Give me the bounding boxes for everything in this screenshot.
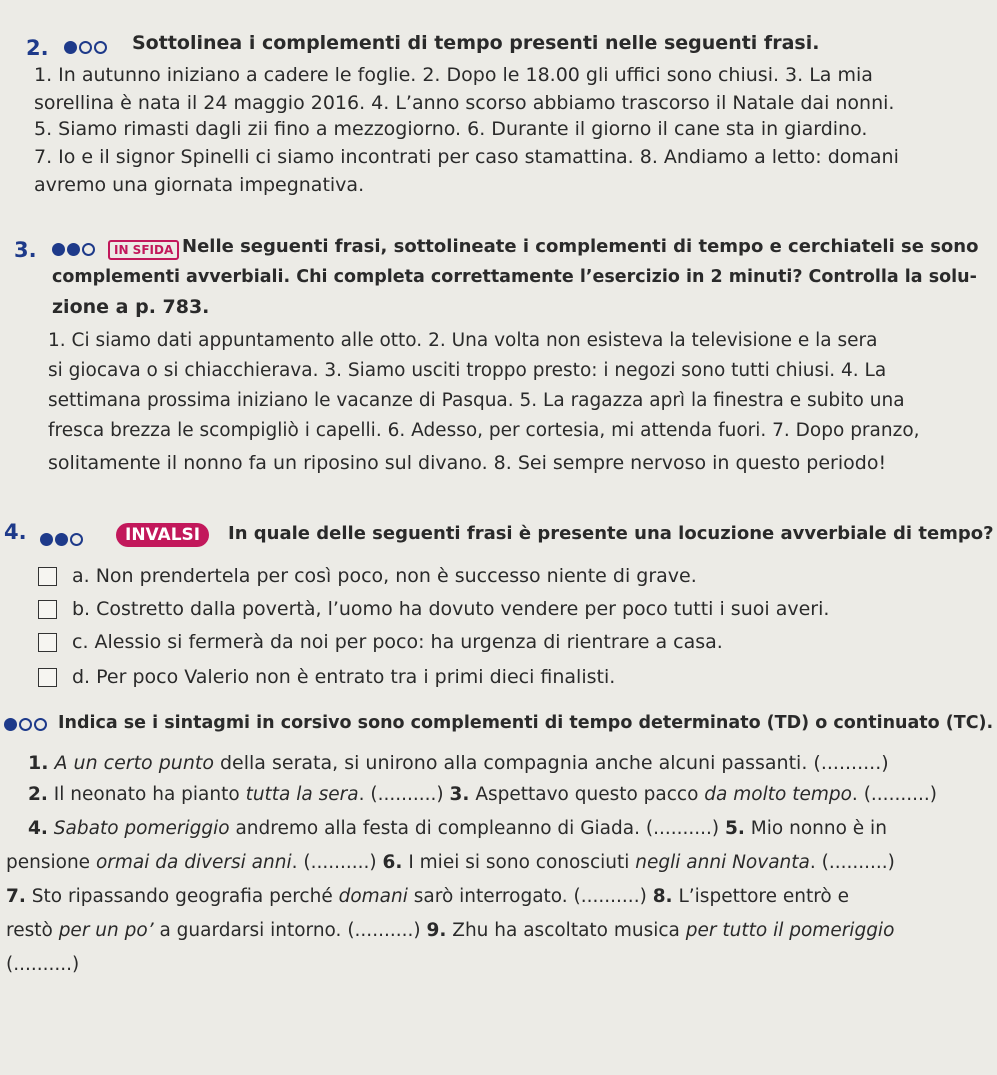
difficulty-dots <box>40 533 83 546</box>
sentence-4-5 <box>28 818 887 840</box>
sentence-text: sarò interrogato. <box>407 886 568 907</box>
exercise-number: 4. <box>4 520 27 544</box>
sentence-text: . <box>291 852 298 873</box>
sentence-text: L’ispettore entrò e <box>678 886 850 907</box>
text-line: fresca brezza le scompigliò i capelli. 6. Adesso, per cortesia, mi attenda fuori. 7. Dopo pranzo, <box>48 420 920 441</box>
text-line: 1. Ci siamo dati appuntamento alle otto. 2. Una volta non esisteva la televisione e la sera <box>48 330 878 351</box>
dot-empty-icon <box>34 718 47 731</box>
exercise-title: Nelle seguenti frasi, sottolineate i complementi di tempo e cerchiateli se sono <box>182 236 979 257</box>
sentence-number: 2. <box>28 784 48 805</box>
option-c-label: c. Alessio si fermerà da noi per poco: ha urgenza di rientrare a casa. <box>72 631 723 653</box>
sentence-number: 7. <box>6 886 26 907</box>
sentence-number: 5. <box>725 818 745 839</box>
sentence-text: Aspettavo questo pacco <box>475 784 705 805</box>
sentence-text: a guardarsi intorno. <box>153 920 342 941</box>
sentence-9-blank <box>6 954 79 976</box>
italic-phrase: da molto tempo <box>704 784 852 805</box>
answer-blank[interactable]: (..........) <box>645 818 720 839</box>
text-line: 7. Io e il signor Spinelli ci siamo incontrati per caso stamattina. 8. Andiamo a letto: domani <box>34 146 899 168</box>
text-line: 1. In autunno iniziano a cadere le foglie. 2. Dopo le 18.00 gli uffici sono chiusi. 3. La mia <box>34 64 873 86</box>
option-d-label: d. Per poco Valerio non è entrato tra i primi dieci finalisti. <box>72 666 616 688</box>
dot-filled-icon <box>40 533 53 546</box>
option-b-checkbox[interactable] <box>38 600 57 619</box>
sentence-8-9 <box>6 920 894 942</box>
answer-blank[interactable]: (..........) <box>573 886 647 907</box>
exercise-title: In quale delle seguenti frasi è presente una locuzione avverbiale di tempo? <box>228 523 994 544</box>
difficulty-dots <box>52 243 95 256</box>
exercise-title: Indica se i sintagmi in corsivo sono complementi di tempo determinato (TD) o continuato (TC). <box>58 713 994 733</box>
answer-blank[interactable]: (..........) <box>303 852 377 873</box>
option-c-checkbox[interactable] <box>38 633 57 652</box>
text-line: sorellina è nata il 24 maggio 2016. 4. L’anno scorso abbiamo trascorso il Natale dai nonni. <box>34 92 895 114</box>
italic-phrase: per un po’ <box>58 920 154 941</box>
italic-phrase: per tutto il pomeriggio <box>685 920 895 941</box>
sentence-number: 3. <box>449 784 470 805</box>
answer-blank[interactable]: (..........) <box>813 752 889 774</box>
difficulty-dots <box>64 41 107 54</box>
italic-phrase: domani <box>338 886 408 907</box>
dot-empty-icon <box>70 533 83 546</box>
italic-phrase: negli anni Novanta <box>635 852 810 873</box>
exercise-number: 2. <box>26 36 49 60</box>
challenge-badge: IN SFIDA <box>108 240 179 260</box>
sentence-text: Mio nonno è in <box>750 818 887 839</box>
answer-blank[interactable]: (..........) <box>821 852 895 873</box>
invalsi-badge: INVALSI <box>116 523 209 547</box>
exercise-title: zione a p. 783. <box>52 296 210 318</box>
sentence-text: restò <box>6 920 59 941</box>
sentence-text: . <box>358 784 365 805</box>
dot-filled-icon <box>55 533 68 546</box>
option-b-label: b. Costretto dalla povertà, l’uomo ha dovuto vendere per poco tutti i suoi averi. <box>72 598 830 620</box>
text-line: settimana prossima iniziano le vacanze di Pasqua. 5. La ragazza aprì la finestra e subito una <box>48 390 905 411</box>
dot-empty-icon <box>94 41 107 54</box>
sentence-text: della serata, si unirono alla compagnia anche alcuni passanti. <box>213 752 808 774</box>
sentence-text: Il neonato ha pianto <box>53 784 246 805</box>
sentence-2-3 <box>28 784 937 806</box>
italic-phrase: A un certo punto <box>54 752 214 774</box>
exercise-number: 3. <box>14 238 37 262</box>
answer-blank[interactable]: (..........) <box>863 784 937 805</box>
sentence-number: 9. <box>426 920 447 941</box>
dot-empty-icon <box>82 243 95 256</box>
option-a-checkbox[interactable] <box>38 567 57 586</box>
option-d-checkbox[interactable] <box>38 668 57 687</box>
italic-phrase: ormai da diversi anni <box>95 852 292 873</box>
sentence-1 <box>28 752 889 774</box>
text-line: avremo una giornata impegnativa. <box>34 174 365 196</box>
difficulty-dots <box>4 718 47 731</box>
sentence-text: Sto ripassando geografia perché <box>31 886 339 907</box>
sentence-text: pensione <box>6 852 96 873</box>
sentence-text: . <box>809 852 816 873</box>
italic-phrase: Sabato pomeriggio <box>53 818 230 839</box>
text-line: si giocava o si chiacchierava. 3. Siamo usciti troppo presto: i negozi sono tutti chiusi. 4. La <box>48 360 887 381</box>
dot-filled-icon <box>4 718 17 731</box>
option-a-label: a. Non prendertela per così poco, non è successo niente di grave. <box>72 565 697 587</box>
exercise-title: complementi avverbiali. Chi completa correttamente l’esercizio in 2 minuti? Controlla la solu- <box>52 267 977 287</box>
sentence-number: 6. <box>382 852 403 873</box>
sentence-number: 4. <box>28 818 48 839</box>
text-line: 5. Siamo rimasti dagli zii fino a mezzogiorno. 6. Durante il giorno il cane sta in giardino. <box>34 118 868 140</box>
sentence-text: Zhu ha ascoltato musica <box>452 920 686 941</box>
answer-blank[interactable]: (..........) <box>370 784 444 805</box>
dot-filled-icon <box>64 41 77 54</box>
dot-empty-icon <box>19 718 32 731</box>
sentence-number: 8. <box>652 886 673 907</box>
sentence-text: andremo alla festa di compleanno di Giada. <box>229 818 640 839</box>
sentence-text: I miei si sono conosciuti <box>408 852 636 873</box>
dot-filled-icon <box>67 243 80 256</box>
sentence-number: 1. <box>28 752 49 774</box>
sentence-text: . <box>851 784 858 805</box>
sentence-5-6 <box>6 852 895 874</box>
answer-blank[interactable]: (..........) <box>347 920 421 941</box>
sentence-7-8 <box>6 886 849 908</box>
text-line: solitamente il nonno fa un riposino sul divano. 8. Sei sempre nervoso in questo periodo! <box>48 452 887 474</box>
italic-phrase: tutta la sera <box>245 784 359 805</box>
dot-filled-icon <box>52 243 65 256</box>
answer-blank[interactable]: (..........) <box>6 954 80 975</box>
exercise-title: Sottolinea i complementi di tempo presenti nelle seguenti frasi. <box>132 32 820 54</box>
dot-empty-icon <box>79 41 92 54</box>
